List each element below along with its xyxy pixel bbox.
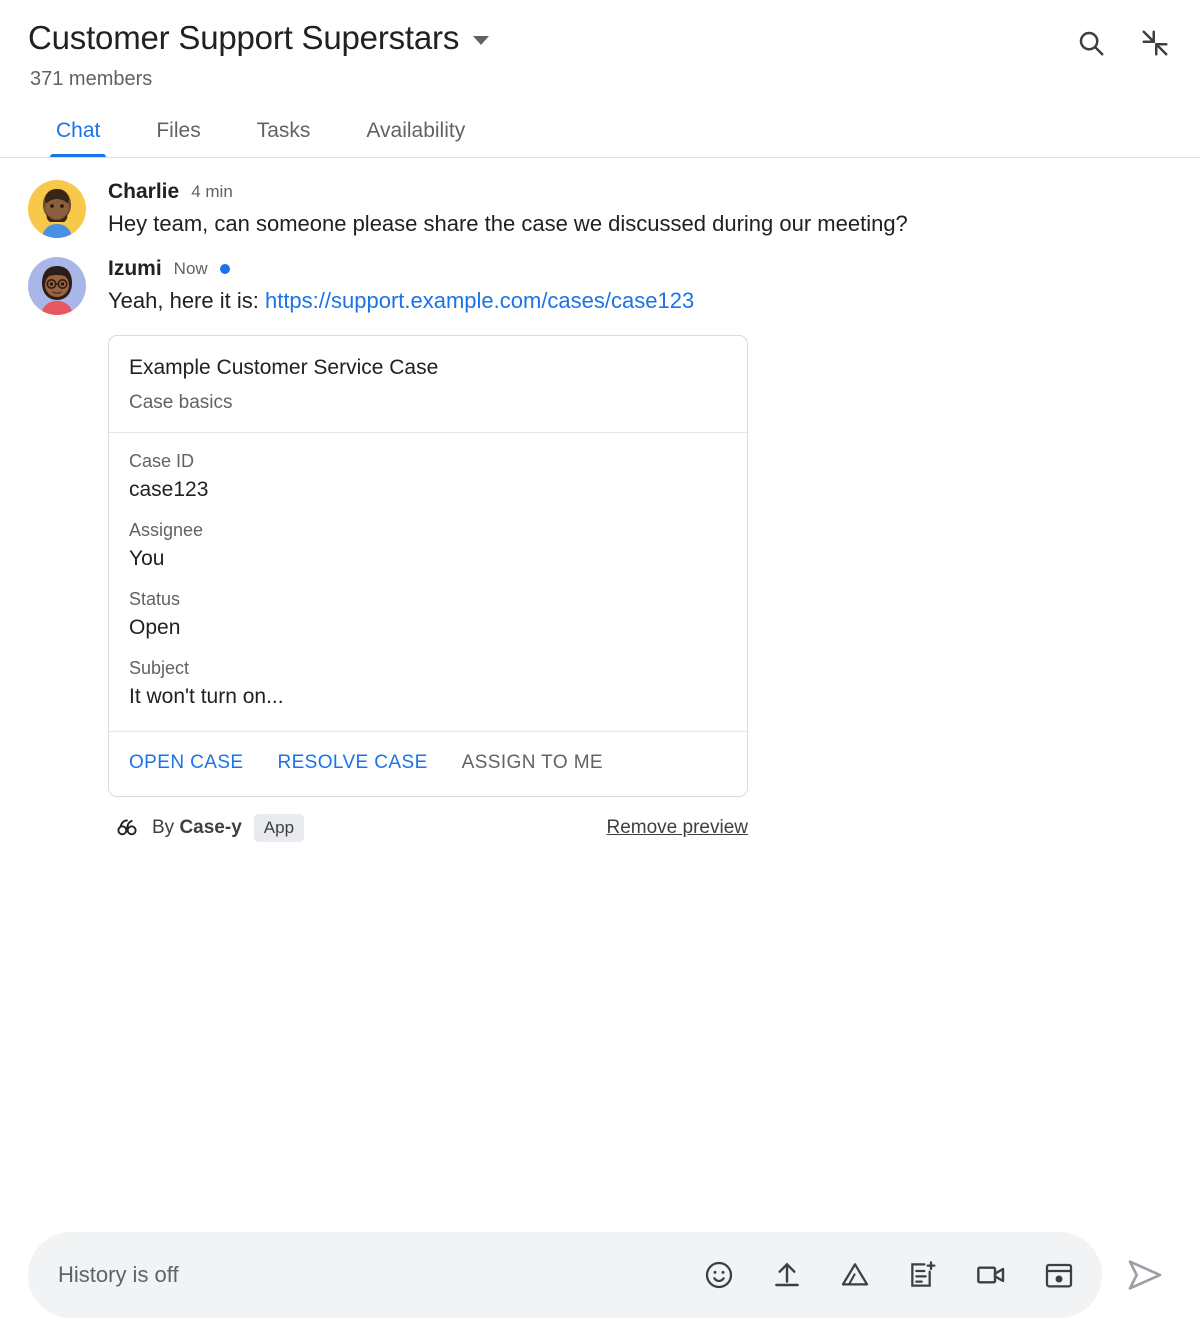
- member-count: 371 members: [30, 67, 153, 90]
- field-value: You: [129, 547, 165, 571]
- field-value: Open: [129, 616, 181, 640]
- card-subtitle: Case basics: [129, 392, 233, 414]
- composer-area: [0, 1232, 1200, 1336]
- page-title: Customer Support Superstars: [28, 19, 460, 56]
- message-timestamp: 4 min: [191, 181, 233, 201]
- title-row: [28, 18, 1172, 58]
- header-actions: [1074, 26, 1172, 60]
- resolve-case-button[interactable]: RESOLVE CASE: [277, 752, 428, 774]
- card-attribution: [108, 813, 748, 843]
- avatar[interactable]: [28, 257, 86, 315]
- message-timestamp: Now: [173, 259, 208, 279]
- composer-placeholder: History is off: [58, 1262, 179, 1287]
- tab-tasks[interactable]: Tasks: [256, 118, 311, 142]
- app-name: Case-y: [179, 817, 242, 839]
- attribution-text: [152, 817, 242, 839]
- field-subject: [129, 658, 727, 709]
- card-header: [109, 336, 747, 433]
- message-body: [108, 257, 1172, 843]
- message-text: Hey team, can someone please share the case we discussed during our meeting?: [108, 210, 908, 236]
- remove-preview-link[interactable]: Remove preview: [606, 817, 748, 839]
- collapse-icon[interactable]: [1138, 26, 1172, 60]
- field-label: Status: [129, 589, 181, 610]
- card-actions: [109, 732, 747, 796]
- search-icon[interactable]: [1074, 26, 1108, 60]
- field-case-id: [129, 451, 727, 502]
- doc-add-icon[interactable]: [906, 1258, 940, 1292]
- tab-chat[interactable]: Chat: [28, 109, 128, 157]
- card-title: Example Customer Service Case: [129, 356, 439, 380]
- field-assignee: [129, 520, 727, 571]
- field-label: Case ID: [129, 451, 195, 472]
- app-badge: App: [254, 814, 304, 842]
- field-value: It won't turn on...: [129, 685, 284, 709]
- open-case-button[interactable]: OPEN CASE: [129, 752, 244, 774]
- field-value: case123: [129, 478, 209, 502]
- message-input[interactable]: [28, 1232, 1102, 1318]
- message-item: [28, 180, 1172, 240]
- upload-icon[interactable]: [770, 1258, 804, 1292]
- message-list: [0, 158, 1200, 1232]
- field-label: Subject: [129, 658, 190, 679]
- tab-files[interactable]: Files: [156, 118, 201, 142]
- tab-availability[interactable]: Availability: [366, 118, 466, 142]
- drive-icon[interactable]: [838, 1258, 872, 1292]
- composer-icons: [702, 1258, 1076, 1292]
- chevron-down-icon[interactable]: [473, 36, 489, 45]
- message-header: [108, 257, 1172, 281]
- video-icon[interactable]: [974, 1258, 1008, 1292]
- attribution-prefix: By: [152, 817, 180, 839]
- emoji-icon[interactable]: [702, 1258, 736, 1292]
- message-text: [108, 285, 1008, 317]
- avatar[interactable]: [28, 180, 86, 238]
- case-preview-card: [108, 335, 748, 797]
- message-item: [28, 257, 1172, 843]
- card-fields: [109, 433, 747, 732]
- send-icon[interactable]: [1118, 1248, 1172, 1302]
- case-link[interactable]: https://support.example.com/cases/case123: [264, 288, 695, 314]
- message-body: [108, 180, 1172, 240]
- room-header: [0, 0, 1200, 91]
- message-sender: Charlie: [108, 179, 180, 203]
- field-label: Assignee: [129, 520, 204, 541]
- assign-to-me-button[interactable]: ASSIGN TO ME: [461, 752, 603, 774]
- calendar-icon[interactable]: [1042, 1258, 1076, 1292]
- field-status: [129, 589, 727, 640]
- message-header: [108, 180, 1172, 204]
- bot-icon: [112, 813, 142, 843]
- message-sender: Izumi: [108, 257, 162, 281]
- room-tabs: [0, 109, 1200, 158]
- unread-indicator-icon: [220, 264, 230, 274]
- message-text-prefix: Yeah, here it is:: [108, 288, 265, 314]
